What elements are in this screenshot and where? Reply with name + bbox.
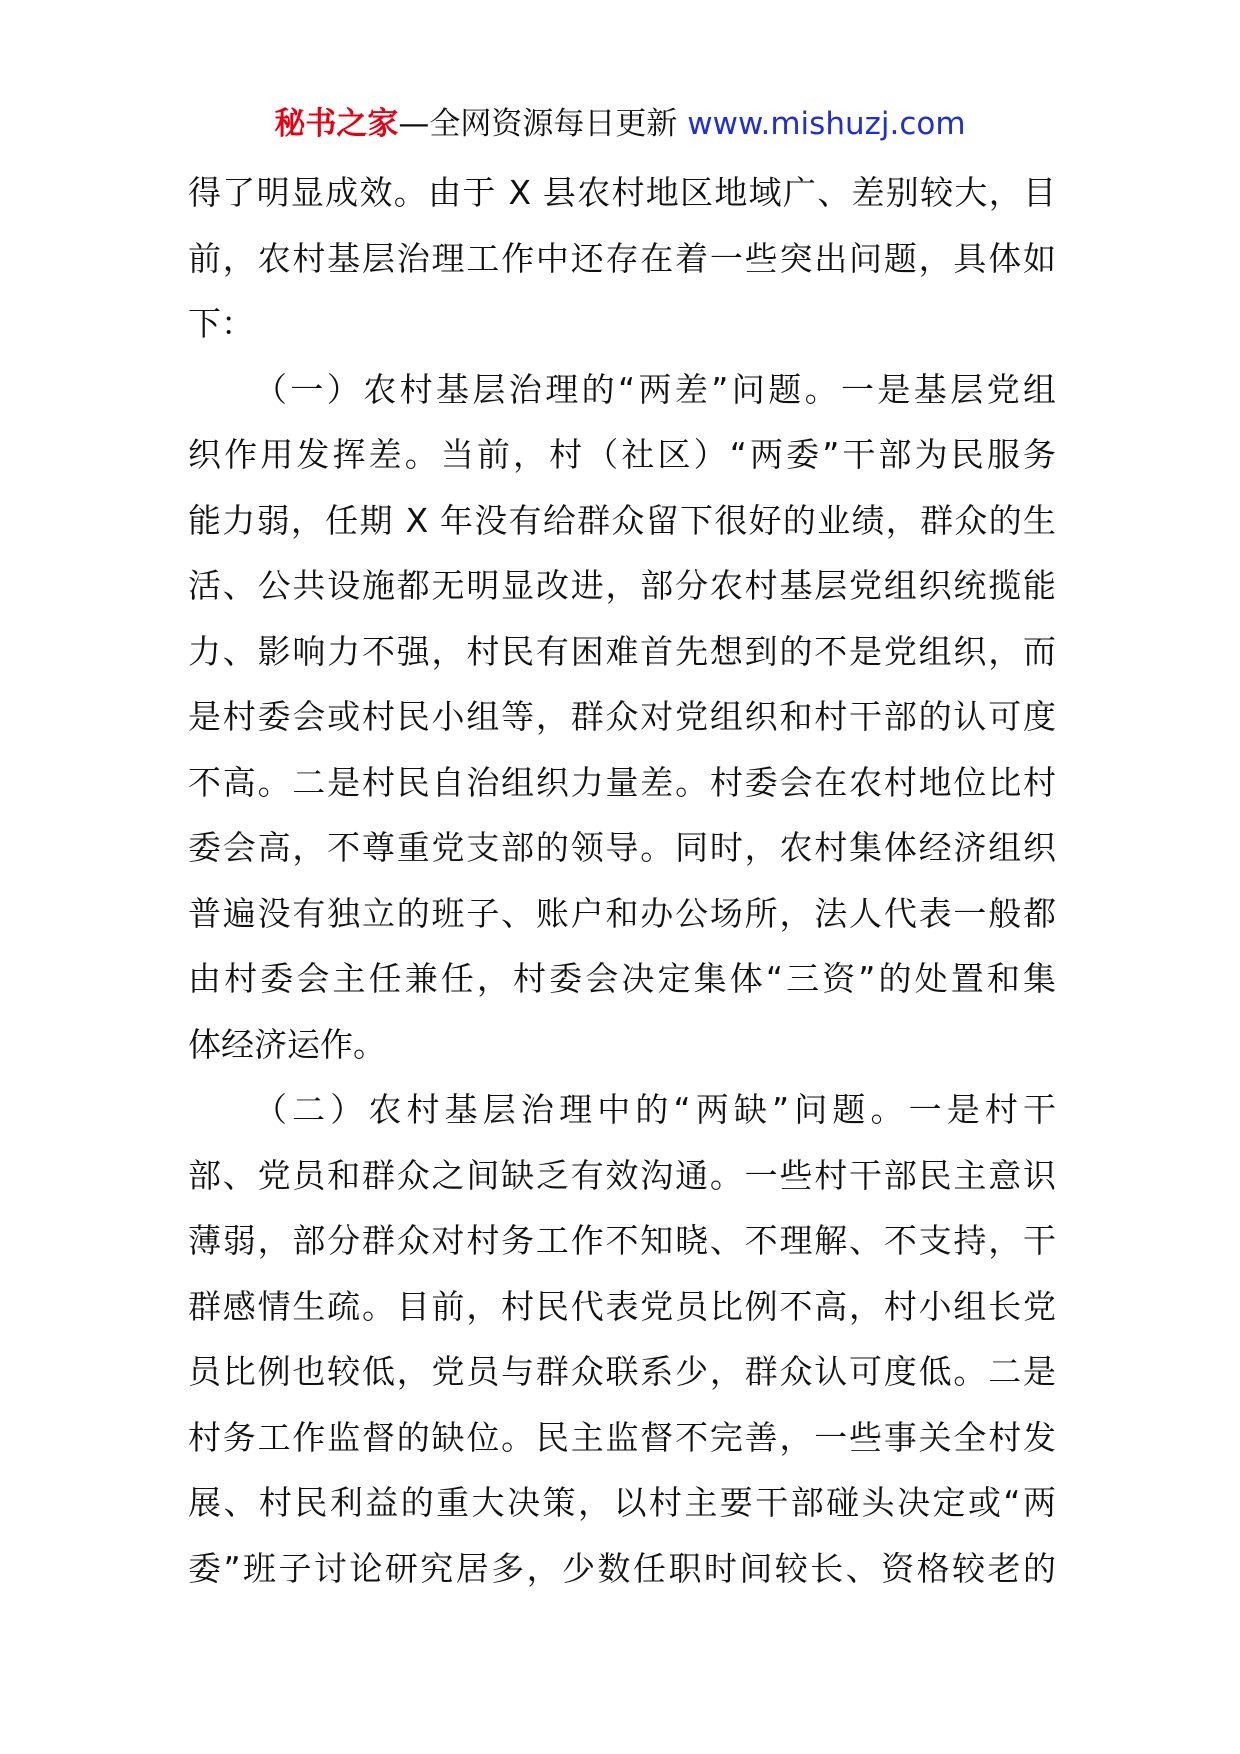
text-line: 力、影响力不强，村民有困难首先想到的不是党组织，而	[188, 631, 1056, 671]
text-line: 委”班子讨论研究居多，少数任职时间较长、资格较老的	[188, 1548, 1056, 1588]
text-line: 村务工作监督的缺位。民主监督不完善，一些事关全村发	[188, 1417, 1056, 1457]
text-line: 活、公共设施都无明显改进，部分农村基层党组织统揽能	[188, 566, 1056, 605]
text-line: 委会高，不尊重党支部的领导。同时，农村集体经济组织	[188, 828, 1056, 867]
text-line: 织作用发挥差。当前，村（社区）“两委”干部为民服务	[188, 435, 1056, 474]
text-line: 得了明显成效。由于 X 县农村地区地域广、差别较大，目	[188, 173, 1056, 212]
text-line: 群感情生疏。目前，村民代表党员比例不高，村小组长党	[188, 1286, 1056, 1326]
document-body	[188, 160, 1056, 1601]
text-line: （一）农村基层治理的“两差”问题。一是基层党组	[254, 369, 1056, 409]
text-line: 由村委会主任兼任，村委会决定集体“三资”的处置和集	[188, 959, 1056, 998]
text-line: 前，农村基层治理工作中还存在着一些突出问题，具体如	[188, 238, 1056, 278]
text-line: 展、村民利益的重大决策，以村主要干部碰头决定或“两	[188, 1483, 1056, 1522]
brand-name: 秘书之家	[274, 106, 399, 142]
text-line: 部、党员和群众之间缺乏有效沟通。一些村干部民主意识	[188, 1155, 1056, 1195]
text-line: （二）农村基层治理中的“两缺”问题。一是村干	[254, 1090, 1056, 1129]
text-line: 不高。二是村民自治组织力量差。村委会在农村地位比村	[188, 762, 1056, 802]
text-line: 体经济运作。	[188, 1024, 386, 1064]
website-link[interactable]: www.mishuzj.com	[687, 106, 966, 142]
text-line: 是村委会或村民小组等，群众对党组织和村干部的认可度	[188, 697, 1056, 736]
text-line: 下：	[188, 304, 254, 343]
text-line: 能力弱，任期 X 年没有给群众留下很好的业绩，群众的生	[188, 500, 1056, 540]
page-header	[0, 102, 1240, 146]
text-line: 薄弱，部分群众对村务工作不知晓、不理解、不支持，干	[188, 1221, 1056, 1260]
text-line: 员比例也较低，党员与群众联系少，群众认可度低。二是	[188, 1352, 1056, 1391]
header-tagline: —全网资源每日更新	[398, 106, 688, 142]
text-line: 普遍没有独立的班子、账户和办公场所，法人代表一般都	[188, 893, 1056, 933]
